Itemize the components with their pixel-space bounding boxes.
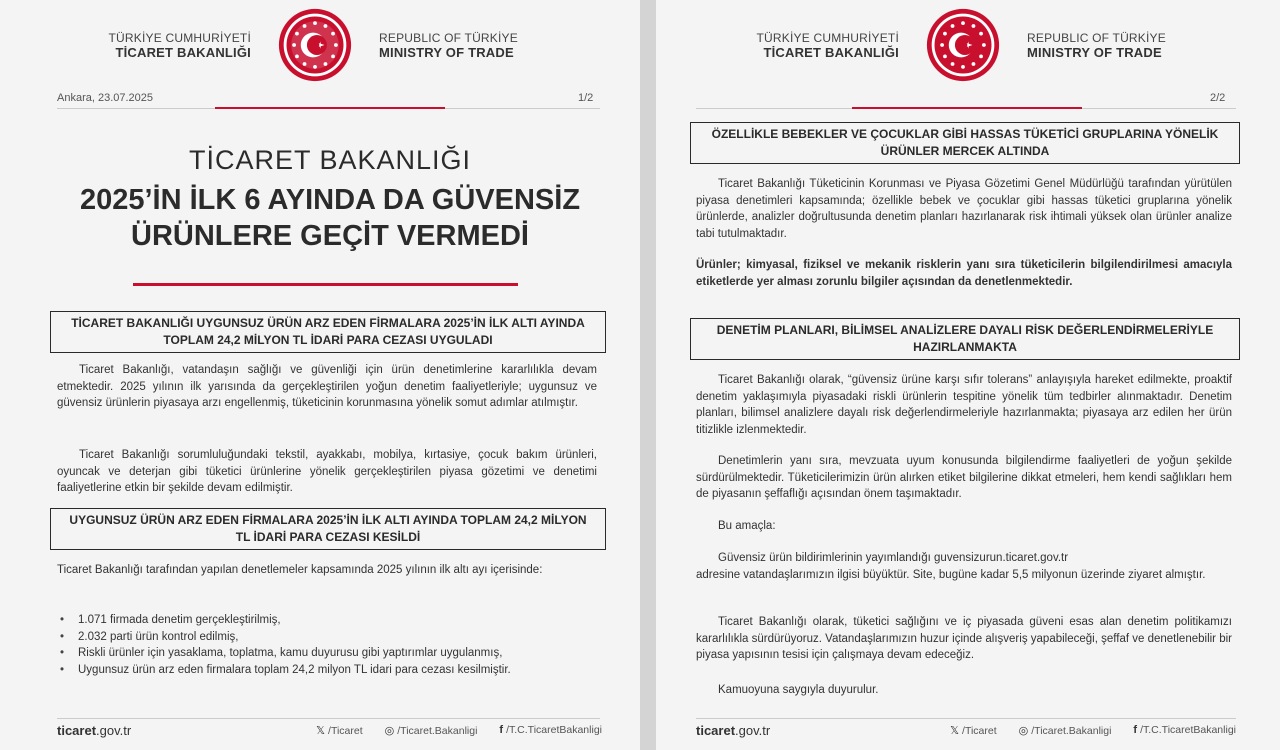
letterhead-tr-line2: TİCARET BAKANLIĞI: [763, 44, 899, 60]
facebook-handle: /T.C.TicaretBakanligi: [1140, 723, 1236, 736]
x-handle: /Ticaret: [962, 724, 997, 737]
footer-divider: [696, 718, 1236, 719]
footer-site-link[interactable]: [696, 723, 770, 738]
list-item: • 1.071 firmada denetim gerçekleştirilmiş,: [60, 612, 600, 629]
facebook-icon: f: [1133, 723, 1138, 736]
footer-site-link[interactable]: [57, 723, 131, 738]
footer-divider: [57, 718, 600, 719]
letterhead-turkish: [91, 31, 251, 60]
letterhead-en-line2: MINISTRY OF TRADE: [1027, 44, 1162, 60]
footer: [696, 720, 1236, 740]
paragraph-3: Ticaret Bakanlığı tarafından yapılan denetlemeler kapsamında 2025 yılının ilk altı ayı içerisinde:: [57, 564, 543, 576]
paragraph-6b: adresine vatandaşlarımızın ilgisi büyüktür. Site, bugüne kadar 5,5 milyonun üzerinde ziyaret almıştır.: [696, 569, 1206, 581]
page-number: 2/2: [1210, 92, 1226, 104]
footer: [57, 720, 602, 740]
footer-site-bold: ticaret: [696, 722, 736, 738]
instagram-link[interactable]: [1019, 724, 1112, 737]
instagram-link[interactable]: [385, 724, 478, 737]
facebook-handle: /T.C.TicaretBakanligi: [506, 723, 602, 736]
divider-accent: [215, 107, 445, 109]
list-item: • Uygunsuz ürün arz eden firmalara toplam 24,2 milyon TL idari para cezası kesilmiştir.: [60, 662, 600, 679]
letterhead-tr-line2: TİCARET BAKANLIĞI: [115, 44, 251, 60]
letterhead-english: [379, 31, 549, 60]
facebook-link[interactable]: [1133, 724, 1236, 737]
x-link[interactable]: [316, 724, 363, 737]
letterhead: [656, 10, 1280, 80]
letterhead-en-line2: MINISTRY OF TRADE: [379, 44, 514, 60]
page-gap: [640, 0, 656, 750]
paragraph-1: Ticaret Bakanlığı Tüketicinin Korunması ve Piyasa Gözetimi Genel Müdürlüğü tarafından yürütülen piyasa denetimleri kapsamında; özellikle bebek ve çocuklar gibi hassas tüketici gruplarına yönelik ürünlerde, analizler doğrultusunda denetim planları hazırlanarak risk ihtimali yüksek olan ürünler analize tabi tutulmaktadır.: [696, 178, 1232, 240]
ministry-logo-icon: [277, 7, 353, 83]
instagram-handle: /Ticaret.Bakanligi: [1031, 724, 1112, 737]
facebook-link[interactable]: [499, 724, 602, 737]
section-heading-box-2: DENETİM PLANLARI, BİLİMSEL ANALİZLERE DAYALI RİSK DEĞERLENDİRMELERİYLE HAZIRLANMAKTA: [690, 318, 1240, 360]
letterhead-turkish: [739, 31, 899, 60]
divider-accent: [852, 107, 1082, 109]
letterhead-tr-line1: TÜRKİYE CUMHURİYETİ: [756, 30, 899, 45]
paragraph-4: Denetimlerin yanı sıra, mevzuata uyum konusunda bilgilendirme faaliyetleri de yoğun şekilde sürdürülmektedir. Tüketicilerimizin ürün alırken etiket bilgilerine dikkat etmeleri, hem kendi sağlıkları hem de piyasanın şeffaflığı açısından önem taşımaktadır.: [696, 455, 1232, 500]
title-underline: [133, 283, 518, 286]
page-title-line1: TİCARET BAKANLIĞI: [188, 145, 472, 175]
document-date: Ankara, 23.07.2025: [57, 92, 154, 104]
stats-list: [60, 612, 600, 678]
list-item: • Riskli ürünler için yasaklama, toplatma, kamu duyurusu gibi yaptırımlar uygulanmış,: [60, 645, 600, 662]
letterhead-english: [1027, 31, 1197, 60]
paragraph-2: Ticaret Bakanlığı sorumluluğundaki tekstil, ayakkabı, mobilya, kırtasiye, çocuk bakım ürünleri, oyuncak ve deterjan gibi tüketici ürünlerine yönelik gerçekleştirilen piyasa gözetimi ve denetimi faaliyetlerine etkin bir şekilde devam edilmiştir.: [57, 449, 597, 494]
footer-site-rest: .gov.tr: [735, 722, 771, 738]
paragraph-5: Bu amaçla:: [718, 520, 776, 532]
instagram-icon: ◎: [1018, 724, 1029, 737]
x-link[interactable]: [950, 724, 997, 737]
paragraph-8: Kamuoyuna saygıyla duyurulur.: [718, 684, 879, 696]
facebook-icon: f: [499, 723, 504, 736]
x-icon: 𝕏: [316, 724, 326, 737]
page-title-line3: ÜRÜNLERE GEÇİT VERMEDİ: [131, 220, 529, 252]
letterhead-en-line1: REPUBLIC OF TÜRKİYE: [1027, 30, 1166, 45]
footer-site-bold: ticaret: [57, 722, 97, 738]
list-item: • 2.032 parti ürün kontrol edilmiş,: [60, 629, 600, 646]
section-heading-box-1: TİCARET BAKANLIĞI UYGUNSUZ ÜRÜN ARZ EDEN FİRMALARA 2025’İN İLK ALTI AYINDA TOPLAM 24,2 MİLYON TL İDARİ PARA CEZASI UYGULADI: [50, 311, 606, 353]
footer-site-rest: .gov.tr: [96, 722, 132, 738]
letterhead-tr-line1: TÜRKİYE CUMHURİYETİ: [108, 30, 251, 45]
instagram-icon: ◎: [384, 724, 395, 737]
page-number: 1/2: [578, 92, 594, 104]
social-links: [950, 724, 1236, 737]
document-page-2: [656, 0, 1280, 750]
section-heading-box-1: ÖZELLİKLE BEBEKLER VE ÇOCUKLAR GİBİ HASSAS TÜKETİCİ GRUPLARINA YÖNELİK ÜRÜNLER MERCEK ALTINDA: [690, 122, 1240, 164]
social-links: [316, 724, 602, 737]
ministry-logo-icon: [925, 7, 1001, 83]
x-handle: /Ticaret: [328, 724, 363, 737]
letterhead: [0, 10, 640, 80]
section-heading-box-2: UYGUNSUZ ÜRÜN ARZ EDEN FİRMALARA 2025’İN İLK ALTI AYINDA TOPLAM 24,2 MİLYON TL İDARİ PARA CEZASI KESİLDİ: [50, 508, 606, 550]
page-title-line2: 2025’İN İLK 6 AYINDA DA GÜVENSİZ: [79, 184, 581, 216]
x-icon: 𝕏: [950, 724, 960, 737]
letterhead-en-line1: REPUBLIC OF TÜRKİYE: [379, 30, 518, 45]
paragraph-7: Ticaret Bakanlığı olarak, tüketici sağlığını ve iç piyasada güveni esas alan denetim politikamızı kararlılıkla sürdürüyoruz. Vatandaşlarımızın huzur içinde alışveriş yapabileceği, şeffaf ve denetlenebilir bir piyasa yapısının tesisi için çalışmaya devam edeceğiz.: [696, 616, 1232, 661]
paragraph-6a: Güvensiz ürün bildirimlerinin yayımlandığı guvensizurun.ticaret.gov.tr: [718, 552, 1069, 564]
instagram-handle: /Ticaret.Bakanligi: [397, 724, 478, 737]
paragraph-3: Ticaret Bakanlığı olarak, “güvensiz ürüne karşı sıfır tolerans” anlayışıyla hareket edilmekte, proaktif denetim yaklaşımıyla piyasadaki riskli ürünlerin tespitine yönelik tüm tedbirler alınmaktadır. Denetim planları, bilimsel analizlere dayalı risk değerlendirmeleriyle hazırlanmakta; piyasaya arz edilen her ürün titizlikle izlenmektedir.: [696, 374, 1232, 436]
paragraph-1: Ticaret Bakanlığı, vatandaşın sağlığı ve güvenliği için ürün denetimlerine kararlılıkla devam etmektedir. 2025 yılının ilk yarısında da gerçekleştirilen yoğun denetim faaliyetleriyle; uygunsuz ve güvensiz ürünlerin piyasaya arzı engellenmiş, tüketicinin korunmasına yönelik somut adımlar atılmıştır.: [57, 364, 597, 409]
paragraph-2: Ürünler; kimyasal, fiziksel ve mekanik risklerin yanı sıra tüketicilerin bilgilendirilmesi amacıyla etiketlerde yer alması zorunlu bilgiler açısından da denetlenmektedir.: [696, 259, 1232, 288]
